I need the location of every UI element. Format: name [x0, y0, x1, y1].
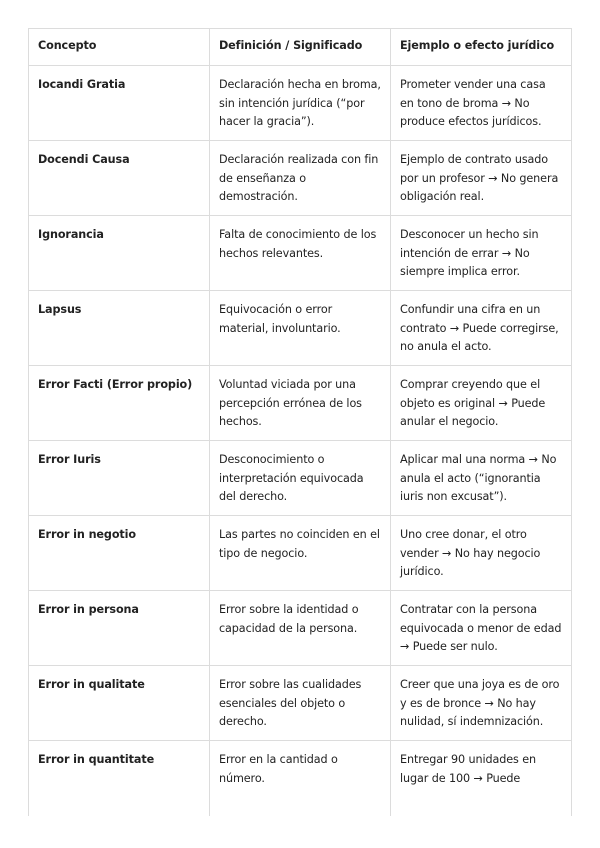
- table-row: [29, 66, 572, 141]
- row-example: Ejemplo de contrato usado por un profesor → No genera obligación real.: [391, 141, 572, 216]
- table-row: [29, 216, 572, 291]
- row-definition: Declaración hecha en broma, sin intención jurídica (“por hacer la gracia”).: [210, 66, 391, 141]
- row-example: Aplicar mal una norma → No anula el acto (“ignorantia iuris non excusat”).: [391, 441, 572, 516]
- row-term: Error in negotio: [29, 516, 210, 591]
- row-definition: Error sobre las cualidades esenciales del objeto o derecho.: [210, 666, 391, 741]
- row-example: Uno cree donar, el otro vender → No hay negocio jurídico.: [391, 516, 572, 591]
- row-term: Docendi Causa: [29, 141, 210, 216]
- row-example: Confundir una cifra en un contrato → Puede corregirse, no anula el acto.: [391, 291, 572, 366]
- table-row: [29, 291, 572, 366]
- table-row: [29, 441, 572, 516]
- row-term: Lapsus: [29, 291, 210, 366]
- table-row: [29, 516, 572, 591]
- row-definition: Declaración realizada con fin de enseñanza o demostración.: [210, 141, 391, 216]
- row-definition: Equivocación o error material, involuntario.: [210, 291, 391, 366]
- row-term: Ignorancia: [29, 216, 210, 291]
- row-term: Error in qualitate: [29, 666, 210, 741]
- table-row: [29, 366, 572, 441]
- table-row: [29, 591, 572, 666]
- row-term: Error in quantitate: [29, 741, 210, 816]
- row-example: Creer que una joya es de oro y es de bronce → No hay nulidad, sí indemnización.: [391, 666, 572, 741]
- row-example: Entregar 90 unidades en lugar de 100 → Puede: [391, 741, 572, 816]
- row-definition: Error en la cantidad o número.: [210, 741, 391, 816]
- row-term: Error Facti (Error propio): [29, 366, 210, 441]
- row-term: Error in persona: [29, 591, 210, 666]
- row-example: Contratar con la persona equivocada o menor de edad → Puede ser nulo.: [391, 591, 572, 666]
- row-example: Prometer vender una casa en tono de broma → No produce efectos jurídicos.: [391, 66, 572, 141]
- table-row: [29, 741, 572, 816]
- row-definition: Error sobre la identidad o capacidad de la persona.: [210, 591, 391, 666]
- row-definition: Las partes no coinciden en el tipo de negocio.: [210, 516, 391, 591]
- row-example: Comprar creyendo que el objeto es original → Puede anular el negocio.: [391, 366, 572, 441]
- table-row: [29, 141, 572, 216]
- row-definition: Desconocimiento o interpretación equivocada del derecho.: [210, 441, 391, 516]
- header-concepto: Concepto: [29, 29, 210, 66]
- concepts-table: [28, 28, 572, 816]
- row-term: Iocandi Gratia: [29, 66, 210, 141]
- row-term: Error Iuris: [29, 441, 210, 516]
- row-example: Desconocer un hecho sin intención de errar → No siempre implica error.: [391, 216, 572, 291]
- header-ejemplo: Ejemplo o efecto jurídico: [391, 29, 572, 66]
- table-row: [29, 666, 572, 741]
- row-definition: Falta de conocimiento de los hechos relevantes.: [210, 216, 391, 291]
- header-definicion: Definición / Significado: [210, 29, 391, 66]
- row-definition: Voluntad viciada por una percepción errónea de los hechos.: [210, 366, 391, 441]
- table-header-row: [29, 29, 572, 66]
